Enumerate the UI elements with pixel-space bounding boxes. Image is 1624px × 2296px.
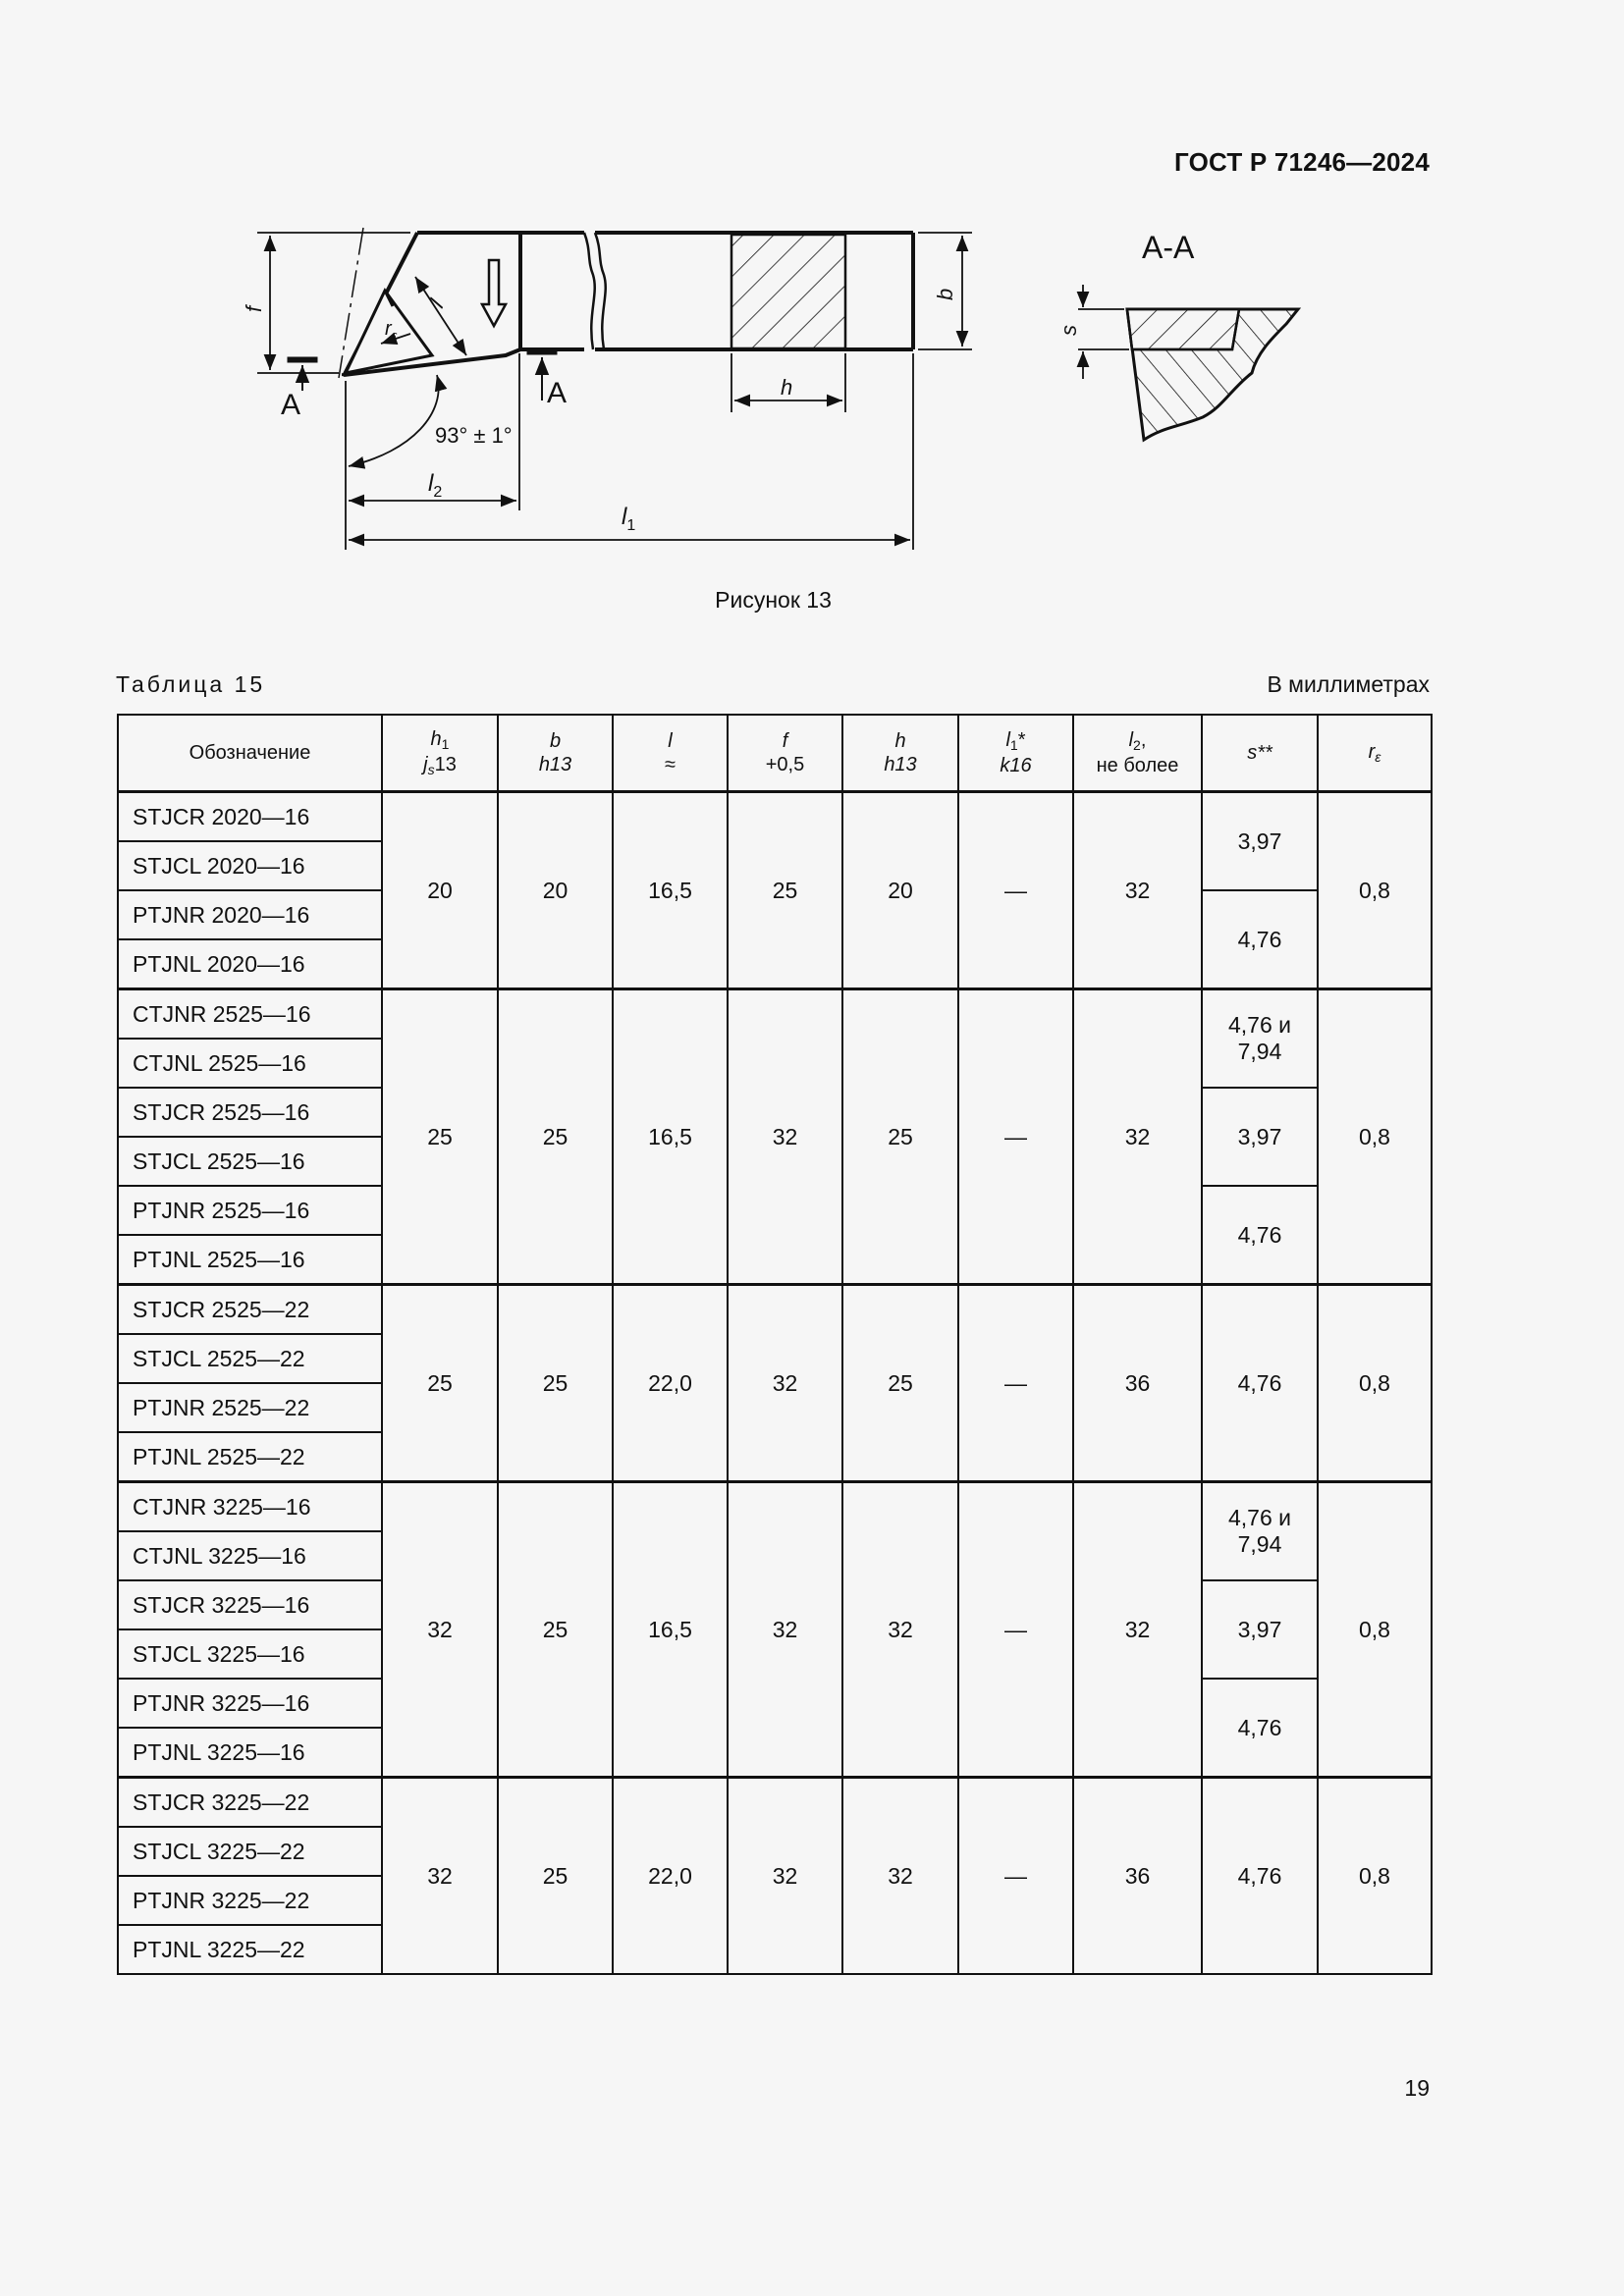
header-b: b h13 bbox=[498, 715, 613, 792]
cell-h: 25 bbox=[842, 1285, 958, 1482]
dim-h-label: h bbox=[781, 375, 793, 400]
cell-r: 0,8 bbox=[1318, 1285, 1432, 1482]
cell-h: 25 bbox=[842, 989, 958, 1285]
cell-designation: PTJNL 3225—22 bbox=[118, 1925, 382, 1974]
cell-b: 25 bbox=[498, 1778, 613, 1975]
header-designation: Обозначение bbox=[118, 715, 382, 792]
figure-caption: Рисунок 13 bbox=[715, 587, 832, 613]
cell-r: 0,8 bbox=[1318, 1482, 1432, 1778]
cell-s: 4,76 bbox=[1202, 1285, 1318, 1482]
cell-designation: STJCR 2525—22 bbox=[118, 1285, 382, 1335]
cell-l1: — bbox=[958, 1482, 1073, 1778]
dim-r-label: $r_\varepsilon$ bbox=[385, 318, 398, 343]
cell-designation: PTJNR 3225—22 bbox=[118, 1876, 382, 1925]
header-s: s** bbox=[1202, 715, 1318, 792]
header-r: $r_\varepsilon$ bbox=[1318, 715, 1432, 792]
insert bbox=[339, 228, 432, 378]
cell-h1: 25 bbox=[382, 1285, 498, 1482]
cell-l2: 36 bbox=[1073, 1778, 1202, 1975]
page-number: 19 bbox=[1404, 2075, 1430, 2101]
dim-l2-label: $l_2$ bbox=[428, 470, 443, 501]
cell-s: 4,76 bbox=[1202, 1679, 1318, 1778]
cell-f: 32 bbox=[728, 1778, 842, 1975]
section-hatch bbox=[731, 235, 845, 348]
table-label: Таблица 15 bbox=[116, 671, 266, 697]
cell-designation: PTJNL 2525—16 bbox=[118, 1235, 382, 1285]
cell-l2: 32 bbox=[1073, 989, 1202, 1285]
cell-s: 4,76 и 7,94 bbox=[1202, 1482, 1318, 1581]
cell-s: 4,76 bbox=[1202, 1186, 1318, 1285]
dim-s-label: s bbox=[1056, 325, 1081, 336]
cell-l: 16,5 bbox=[613, 792, 728, 989]
cell-r: 0,8 bbox=[1318, 1778, 1432, 1975]
cell-designation: PTJNR 3225—16 bbox=[118, 1679, 382, 1728]
cell-h: 32 bbox=[842, 1778, 958, 1975]
cell-l1: — bbox=[958, 989, 1073, 1285]
table-row bbox=[118, 792, 1432, 842]
cell-s: 4,76 bbox=[1202, 890, 1318, 989]
cell-designation: CTJNR 3225—16 bbox=[118, 1482, 382, 1532]
cell-l: 16,5 bbox=[613, 989, 728, 1285]
header-h: h h13 bbox=[842, 715, 958, 792]
dim-l-label: l bbox=[424, 294, 449, 312]
cell-b: 25 bbox=[498, 989, 613, 1285]
cell-designation: STJCR 3225—16 bbox=[118, 1580, 382, 1629]
cell-designation: CTJNL 3225—16 bbox=[118, 1531, 382, 1580]
cell-s: 4,76 и 7,94 bbox=[1202, 989, 1318, 1089]
cell-r: 0,8 bbox=[1318, 989, 1432, 1285]
cell-designation: STJCR 2525—16 bbox=[118, 1088, 382, 1137]
table-row bbox=[118, 1482, 1432, 1532]
cell-designation: STJCL 2020—16 bbox=[118, 841, 382, 890]
dimensions-table bbox=[117, 714, 1433, 1975]
cell-b: 25 bbox=[498, 1482, 613, 1778]
cell-f: 32 bbox=[728, 1285, 842, 1482]
cell-l: 22,0 bbox=[613, 1778, 728, 1975]
table-units: В миллиметрах bbox=[1267, 671, 1430, 697]
cell-designation: PTJNR 2020—16 bbox=[118, 890, 382, 939]
cell-r: 0,8 bbox=[1318, 792, 1432, 989]
dim-l1-label: $l_1$ bbox=[622, 504, 636, 534]
cell-l1: — bbox=[958, 792, 1073, 989]
cell-s: 4,76 bbox=[1202, 1778, 1318, 1975]
table-row bbox=[118, 989, 1432, 1040]
cell-l2: 36 bbox=[1073, 1285, 1202, 1482]
header-h1: $h_1$ $j_s13$ bbox=[382, 715, 498, 792]
cell-f: 32 bbox=[728, 1482, 842, 1778]
cell-s: 3,97 bbox=[1202, 1580, 1318, 1679]
cell-s: 3,97 bbox=[1202, 1088, 1318, 1186]
cell-b: 20 bbox=[498, 792, 613, 989]
cell-h: 20 bbox=[842, 792, 958, 989]
cell-designation: CTJNL 2525—16 bbox=[118, 1039, 382, 1088]
angle-label: 93° ± 1° bbox=[435, 423, 513, 448]
cell-f: 25 bbox=[728, 792, 842, 989]
cell-h1: 25 bbox=[382, 989, 498, 1285]
cell-designation: STJCL 2525—16 bbox=[118, 1137, 382, 1186]
cut-mark-right: А bbox=[547, 377, 568, 409]
cell-s: 3,97 bbox=[1202, 792, 1318, 891]
cut-mark-left: А bbox=[281, 389, 301, 421]
cell-designation: STJCR 3225—22 bbox=[118, 1778, 382, 1828]
header-l1: $l_1*$ k16 bbox=[958, 715, 1073, 792]
cell-b: 25 bbox=[498, 1285, 613, 1482]
cell-l2: 32 bbox=[1073, 1482, 1202, 1778]
table-body bbox=[118, 792, 1432, 1975]
section-view bbox=[1078, 285, 1298, 440]
doc-number: ГОСТ Р 71246—2024 bbox=[1174, 147, 1430, 177]
technical-drawing bbox=[0, 196, 1624, 589]
table-header-row bbox=[118, 715, 1432, 792]
cell-designation: PTJNL 2020—16 bbox=[118, 939, 382, 989]
cell-designation: STJCR 2020—16 bbox=[118, 792, 382, 842]
cell-h: 32 bbox=[842, 1482, 958, 1778]
dim-b-label: b bbox=[933, 288, 957, 300]
dim-f-label: f bbox=[242, 305, 266, 312]
cell-designation: STJCL 3225—22 bbox=[118, 1827, 382, 1876]
header-l2: $l_2$, не более bbox=[1073, 715, 1202, 792]
cell-h1: 32 bbox=[382, 1482, 498, 1778]
table-row bbox=[118, 1285, 1432, 1335]
cell-h1: 32 bbox=[382, 1778, 498, 1975]
section-label: А-А bbox=[1142, 230, 1195, 265]
cell-designation: CTJNR 2525—16 bbox=[118, 989, 382, 1040]
cell-l: 22,0 bbox=[613, 1285, 728, 1482]
tool-holder-drawing bbox=[0, 196, 1624, 589]
cell-designation: PTJNL 2525—22 bbox=[118, 1432, 382, 1482]
cell-l1: — bbox=[958, 1285, 1073, 1482]
cell-l: 16,5 bbox=[613, 1482, 728, 1778]
cell-designation: STJCL 3225—16 bbox=[118, 1629, 382, 1679]
cell-designation: PTJNR 2525—22 bbox=[118, 1383, 382, 1432]
cell-l2: 32 bbox=[1073, 792, 1202, 989]
header-l: l ≈ bbox=[613, 715, 728, 792]
cell-designation: STJCL 2525—22 bbox=[118, 1334, 382, 1383]
table-row bbox=[118, 1778, 1432, 1828]
cell-designation: PTJNL 3225—16 bbox=[118, 1728, 382, 1778]
cell-h1: 20 bbox=[382, 792, 498, 989]
arrow-down bbox=[482, 260, 506, 326]
cell-f: 32 bbox=[728, 989, 842, 1285]
cell-l1: — bbox=[958, 1778, 1073, 1975]
header-f: f +0,5 bbox=[728, 715, 842, 792]
dimension-lines bbox=[257, 233, 972, 550]
cell-designation: PTJNR 2525—16 bbox=[118, 1186, 382, 1235]
